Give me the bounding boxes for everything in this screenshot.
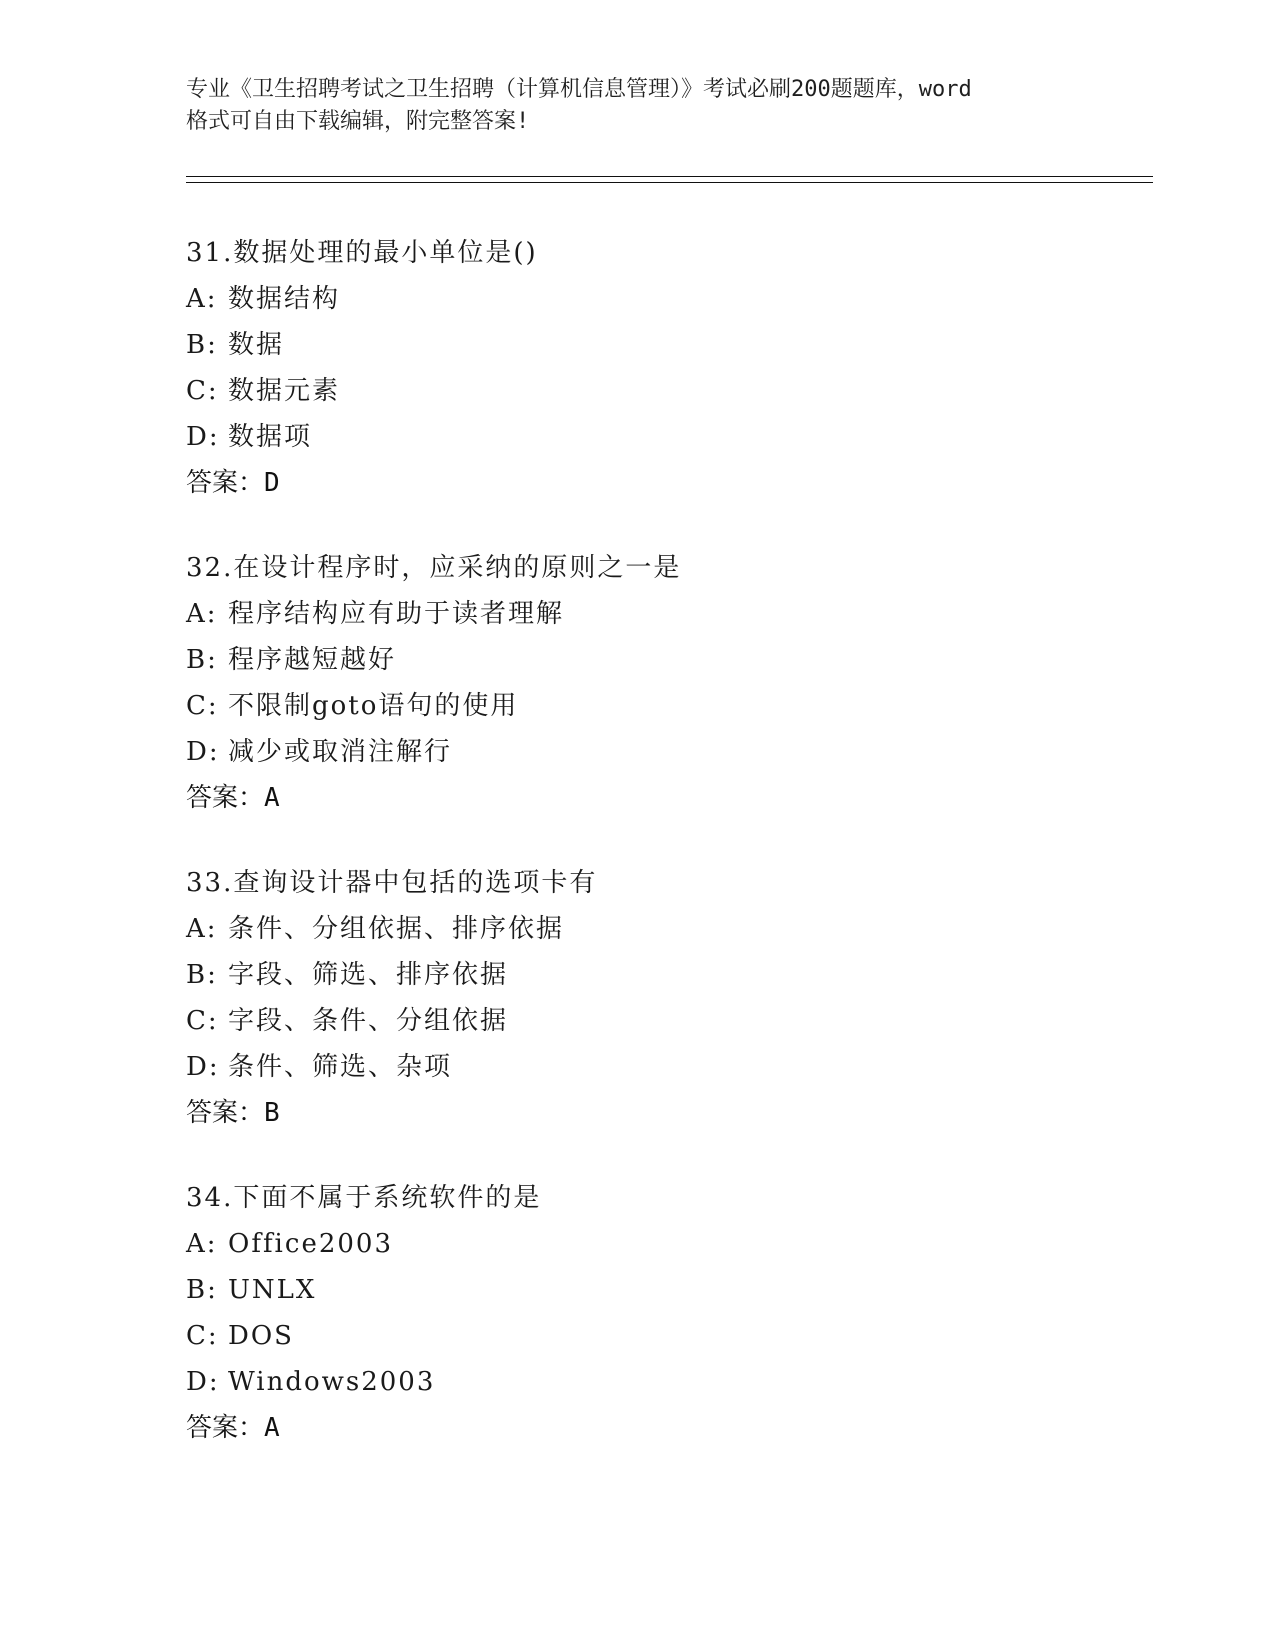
option-letter: B: [186,1275,218,1305]
option-letter: D: [186,422,220,452]
option-c [186,1313,1086,1359]
option-letter: A: [186,914,218,944]
option-b [186,637,1086,683]
question-33 [186,860,1086,1136]
option-text: 数据 [228,330,285,360]
option-d [186,414,1086,460]
option-c [186,368,1086,414]
option-a [186,276,1086,322]
option-text: Office2003 [228,1229,393,1259]
option-b [186,952,1086,998]
option-letter: A: [186,284,218,314]
option-c [186,683,1086,729]
option-letter: C: [186,691,219,721]
option-text: 数据结构 [228,284,341,314]
option-letter: A: [186,599,218,629]
option-letter: B: [186,645,218,675]
option-text: 字段、筛选、排序依据 [228,960,509,990]
option-letter: C: [186,376,219,406]
question-31 [186,230,1086,506]
option-letter: A: [186,1229,218,1259]
header-line-2: 格式可自由下载编辑，附完整答案! [186,109,530,134]
document-header [186,74,1086,138]
option-b [186,322,1086,368]
option-text: 程序结构应有助于读者理解 [228,599,565,629]
option-letter: B: [186,960,218,990]
option-a [186,1221,1086,1267]
header-line-1: 专业《卫生招聘考试之卫生招聘（计算机信息管理）》考试必刷200题题库，word [186,77,972,102]
option-letter: B: [186,330,218,360]
option-text: 字段、条件、分组依据 [228,1006,509,1036]
option-text: 条件、分组依据、排序依据 [228,914,565,944]
option-text: 不限制goto语句的使用 [228,691,519,721]
option-text: Windows2003 [228,1367,436,1397]
option-d [186,1044,1086,1090]
option-text: 数据项 [228,422,313,452]
option-text: UNLX [228,1275,317,1305]
option-b [186,1267,1086,1313]
question-stem: 34.下面不属于系统软件的是 [186,1183,542,1213]
question-32 [186,545,1086,821]
option-letter: C: [186,1321,219,1351]
option-text: 减少或取消注解行 [228,737,453,767]
question-34 [186,1175,1086,1451]
option-letter: D: [186,737,220,767]
option-d [186,729,1086,775]
header-divider-top [186,176,1153,177]
answer-line: 答案：A [186,1413,280,1443]
option-d [186,1359,1086,1405]
option-text: 程序越短越好 [228,645,397,675]
option-a [186,591,1086,637]
option-a [186,906,1086,952]
question-stem: 32.在设计程序时，应采纳的原则之一是 [186,553,682,583]
header-divider-bottom [186,182,1153,183]
answer-line: 答案：B [186,1098,280,1128]
option-letter: D: [186,1052,220,1082]
option-text: DOS [228,1321,294,1351]
answer-line: 答案：A [186,783,280,813]
answer-line: 答案：D [186,468,280,498]
option-text: 条件、筛选、杂项 [228,1052,453,1082]
option-letter: D: [186,1367,220,1397]
option-letter: C: [186,1006,219,1036]
option-c [186,998,1086,1044]
question-stem: 33.查询设计器中包括的选项卡有 [186,868,598,898]
option-text: 数据元素 [228,376,341,406]
question-stem: 31.数据处理的最小单位是() [186,238,538,268]
